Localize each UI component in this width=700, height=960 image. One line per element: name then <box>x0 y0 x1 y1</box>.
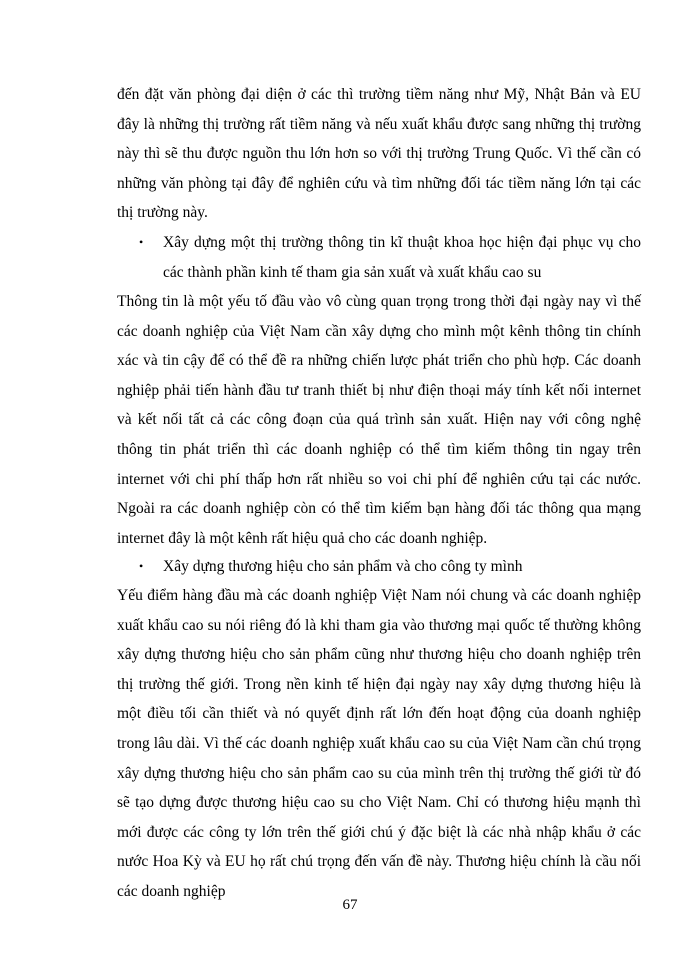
page-number: 67 <box>342 897 358 913</box>
paragraph-3: Yếu điểm hàng đầu mà các doanh nghiệp Việt Nam nói chung và các doanh nghiệp xuất khẩu cao su nói riêng đó là khi tham gia vào thương mại quốc tế thường không xây dựng thương hiệu cho sản phẩm cũng như thương hiệu cho doanh nghiệp trên thị trường thế giới. Trong nền kinh tế hiện đại ngày nay xây dựng thương hiệu là một điều tối cần thiết và nó quyết định rất lớn đến hoạt động của doanh nghiệp trong lâu dài. Vì thế các doanh nghiệp xuất khẩu cao su của Việt Nam cần chú trọng xây dựng thương hiệu cho sản phẩm cao su của mình trên thị trường thế giới từ đó sẽ tạo dựng được thương hiệu cao su cho Việt Nam. Chỉ có thương hiệu mạnh thì mới được các công ty lớn trên thế giới chú ý đặc biệt là các nhà nhập khẩu ở các nước Hoa Kỳ và EU họ rất chú trọng đến vấn đề này. Thương hiệu chính là cầu nối các doanh nghiệp <box>117 587 641 900</box>
paragraph-1: đến đặt văn phòng đại diện ở các thì trường tiềm năng như Mỹ, Nhật Bản và EU đây là những thị trường rất tiềm năng và nếu xuất khẩu được sang những thị trường này thì sẽ thu được nguồn thu lớn hơn so với thị trường Trung Quốc. Vì thế cần có những văn phòng tại đây để nghiên cứu và tìm những đối tác tiềm năng lớn tại các thị trường này. <box>117 86 641 222</box>
bullet-icon: • <box>139 235 144 249</box>
bullet-item-1-text: Xây dựng một thị trường thông tin kĩ thuật khoa học hiện đại phục vụ cho các thành phần kinh tế tham gia sản xuất và xuất khẩu cao su <box>163 234 641 281</box>
bullet-item-2-text: Xây dựng thương hiệu cho sản phẩm và cho công ty mình <box>163 558 523 575</box>
bullet-icon: • <box>139 559 144 573</box>
bullet-item-2 <box>117 552 641 582</box>
bullet-item-1 <box>117 228 641 287</box>
paragraph-2: Thông tin là một yếu tố đầu vào vô cùng quan trọng trong thời đại ngày nay vì thế các doanh nghiệp của Việt Nam cần xây dựng cho mình một kênh thông tin chính xác và tin cậy để có thể đề ra những chiến lược phát triển cho phù hợp. Các doanh nghiệp phải tiến hành đầu tư tranh thiết bị như điện thoại máy tính kết nối internet và kết nối tất cả các công đoạn của quá trình sản xuất. Hiện nay với công nghệ thông tin phát triển thì các doanh nghiệp có thể tìm kiếm thông tin ngay trên internet với chi phí thấp hơn rất nhiều so voi chi phí để nghiên cứu tại các nước. Ngoài ra các doanh nghiệp còn có thể tìm kiếm bạn hàng đối tác thông qua mạng internet đây là một kênh rất hiệu quả cho các doanh nghiệp. <box>117 293 641 547</box>
paragraph-3-container <box>117 581 641 907</box>
paragraph-1-container <box>117 80 641 228</box>
paragraph-2-container <box>117 287 641 553</box>
